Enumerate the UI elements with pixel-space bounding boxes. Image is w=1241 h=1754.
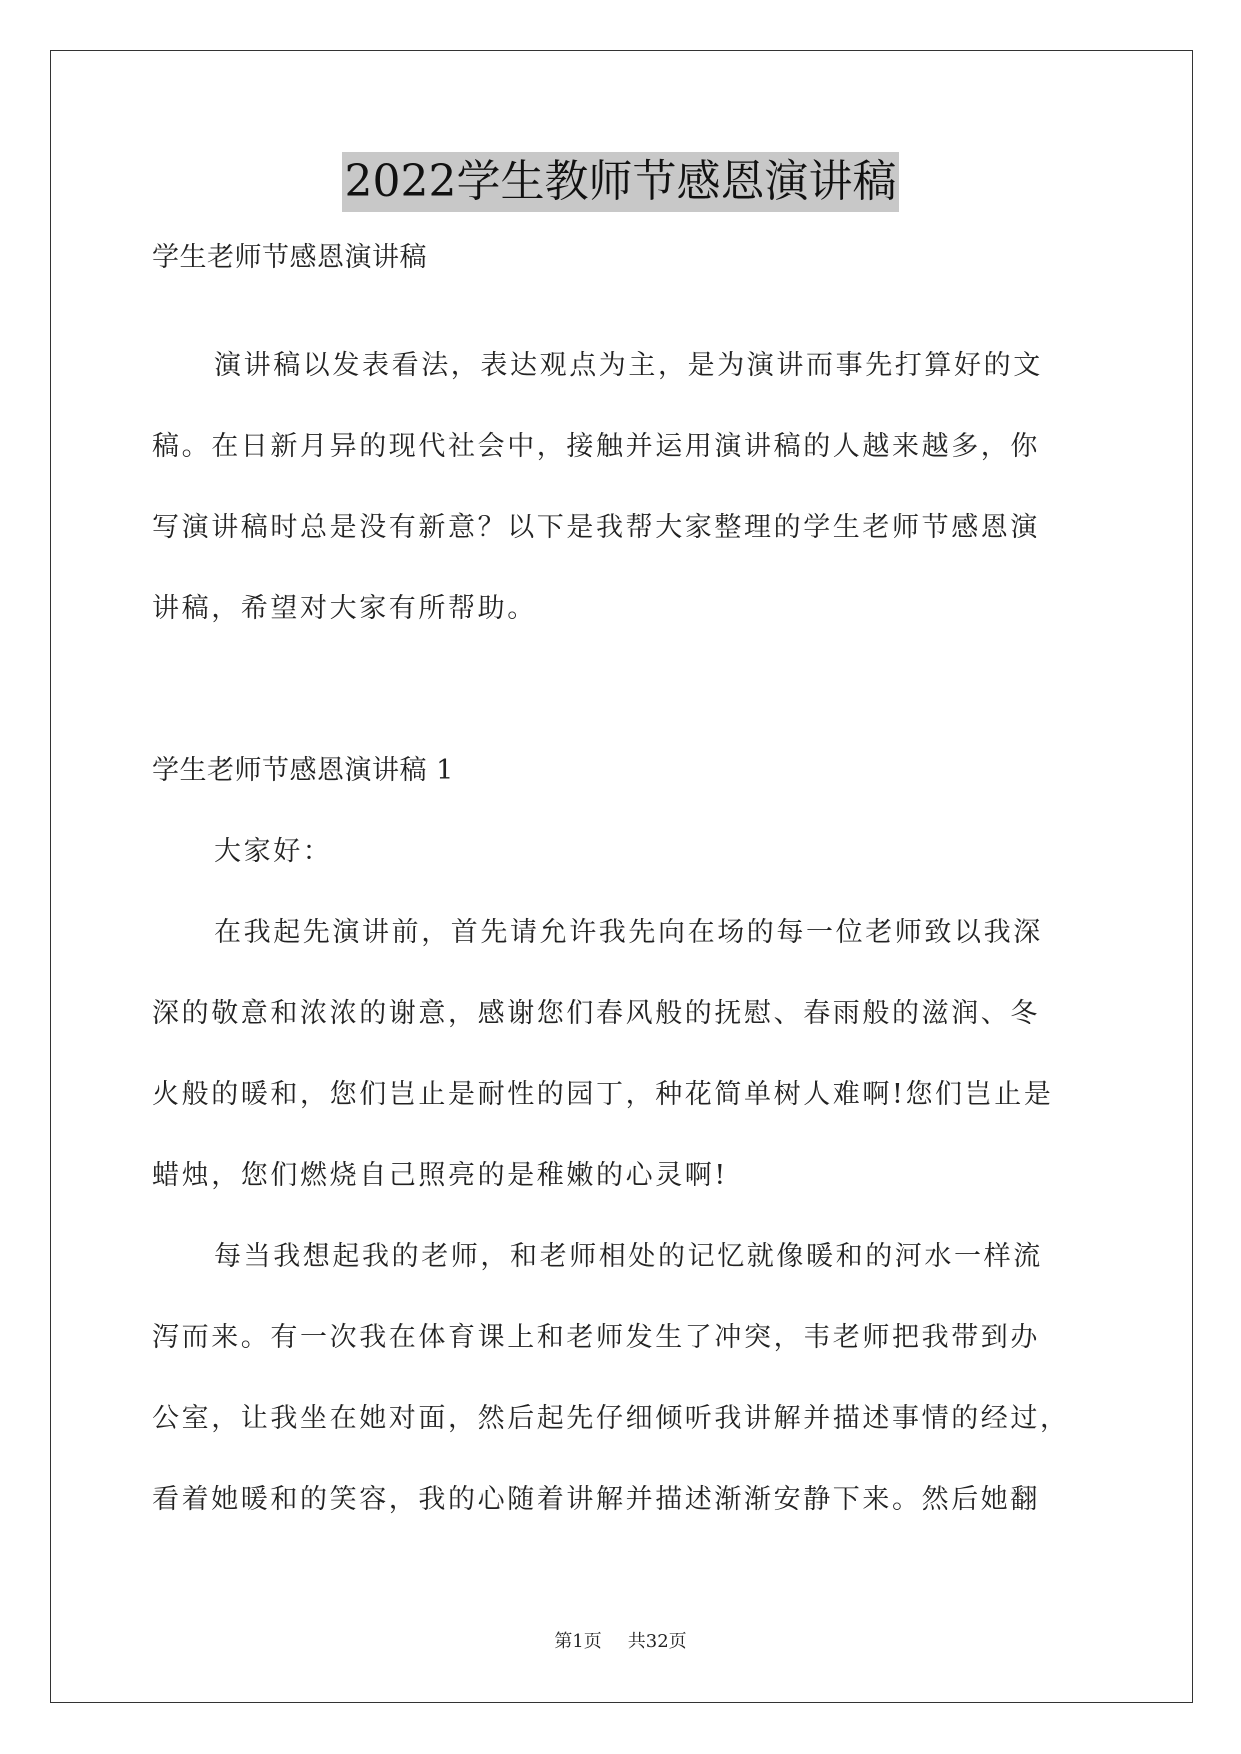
text-line: 演讲稿以发表看法，表达观点为主，是为演讲而事先打算好的文 — [214, 350, 1043, 381]
page-border — [50, 50, 1193, 1703]
text-line: 蜡烛，您们燃烧自己照亮的是稚嫩的心灵啊! — [152, 1160, 728, 1191]
text-line: 讲稿，希望对大家有所帮助。 — [152, 593, 537, 624]
text-line: 学生老师节感恩演讲稿 1 — [152, 755, 454, 786]
text-line: 稿。在日新月异的现代社会中，接触并运用演讲稿的人越来越多，你 — [152, 431, 1040, 462]
page-total: 共32页 — [627, 1631, 687, 1652]
text-line: 大家好： — [214, 836, 333, 867]
page-number: 第1页 — [554, 1631, 602, 1652]
text-line: 公室，让我坐在她对面，然后起先仔细倾听我讲解并描述事情的经过， — [152, 1403, 1070, 1434]
title-container — [0, 152, 1241, 212]
text-line: 深的敬意和浓浓的谢意，感谢您们春风般的抚慰、春雨般的滋润、冬 — [152, 998, 1040, 1029]
text-line: 写演讲稿时总是没有新意？以下是我帮大家整理的学生老师节感恩演 — [152, 512, 1040, 543]
page-footer — [0, 1630, 1241, 1654]
document-title: 2022学生教师节感恩演讲稿 — [342, 152, 900, 212]
text-line: 每当我想起我的老师，和老师相处的记忆就像暖和的河水一样流 — [214, 1241, 1043, 1272]
text-line: 看着她暖和的笑容，我的心随着讲解并描述渐渐安静下来。然后她翻 — [152, 1484, 1040, 1515]
text-line: 火般的暖和，您们岂止是耐性的园丁，种花简单树人难啊!您们岂止是 — [152, 1079, 1054, 1110]
text-line: 在我起先演讲前，首先请允许我先向在场的每一位老师致以我深 — [214, 917, 1043, 948]
text-line: 泻而来。有一次我在体育课上和老师发生了冲突，韦老师把我带到办 — [152, 1322, 1040, 1353]
text-line: 学生老师节感恩演讲稿 — [152, 242, 427, 273]
